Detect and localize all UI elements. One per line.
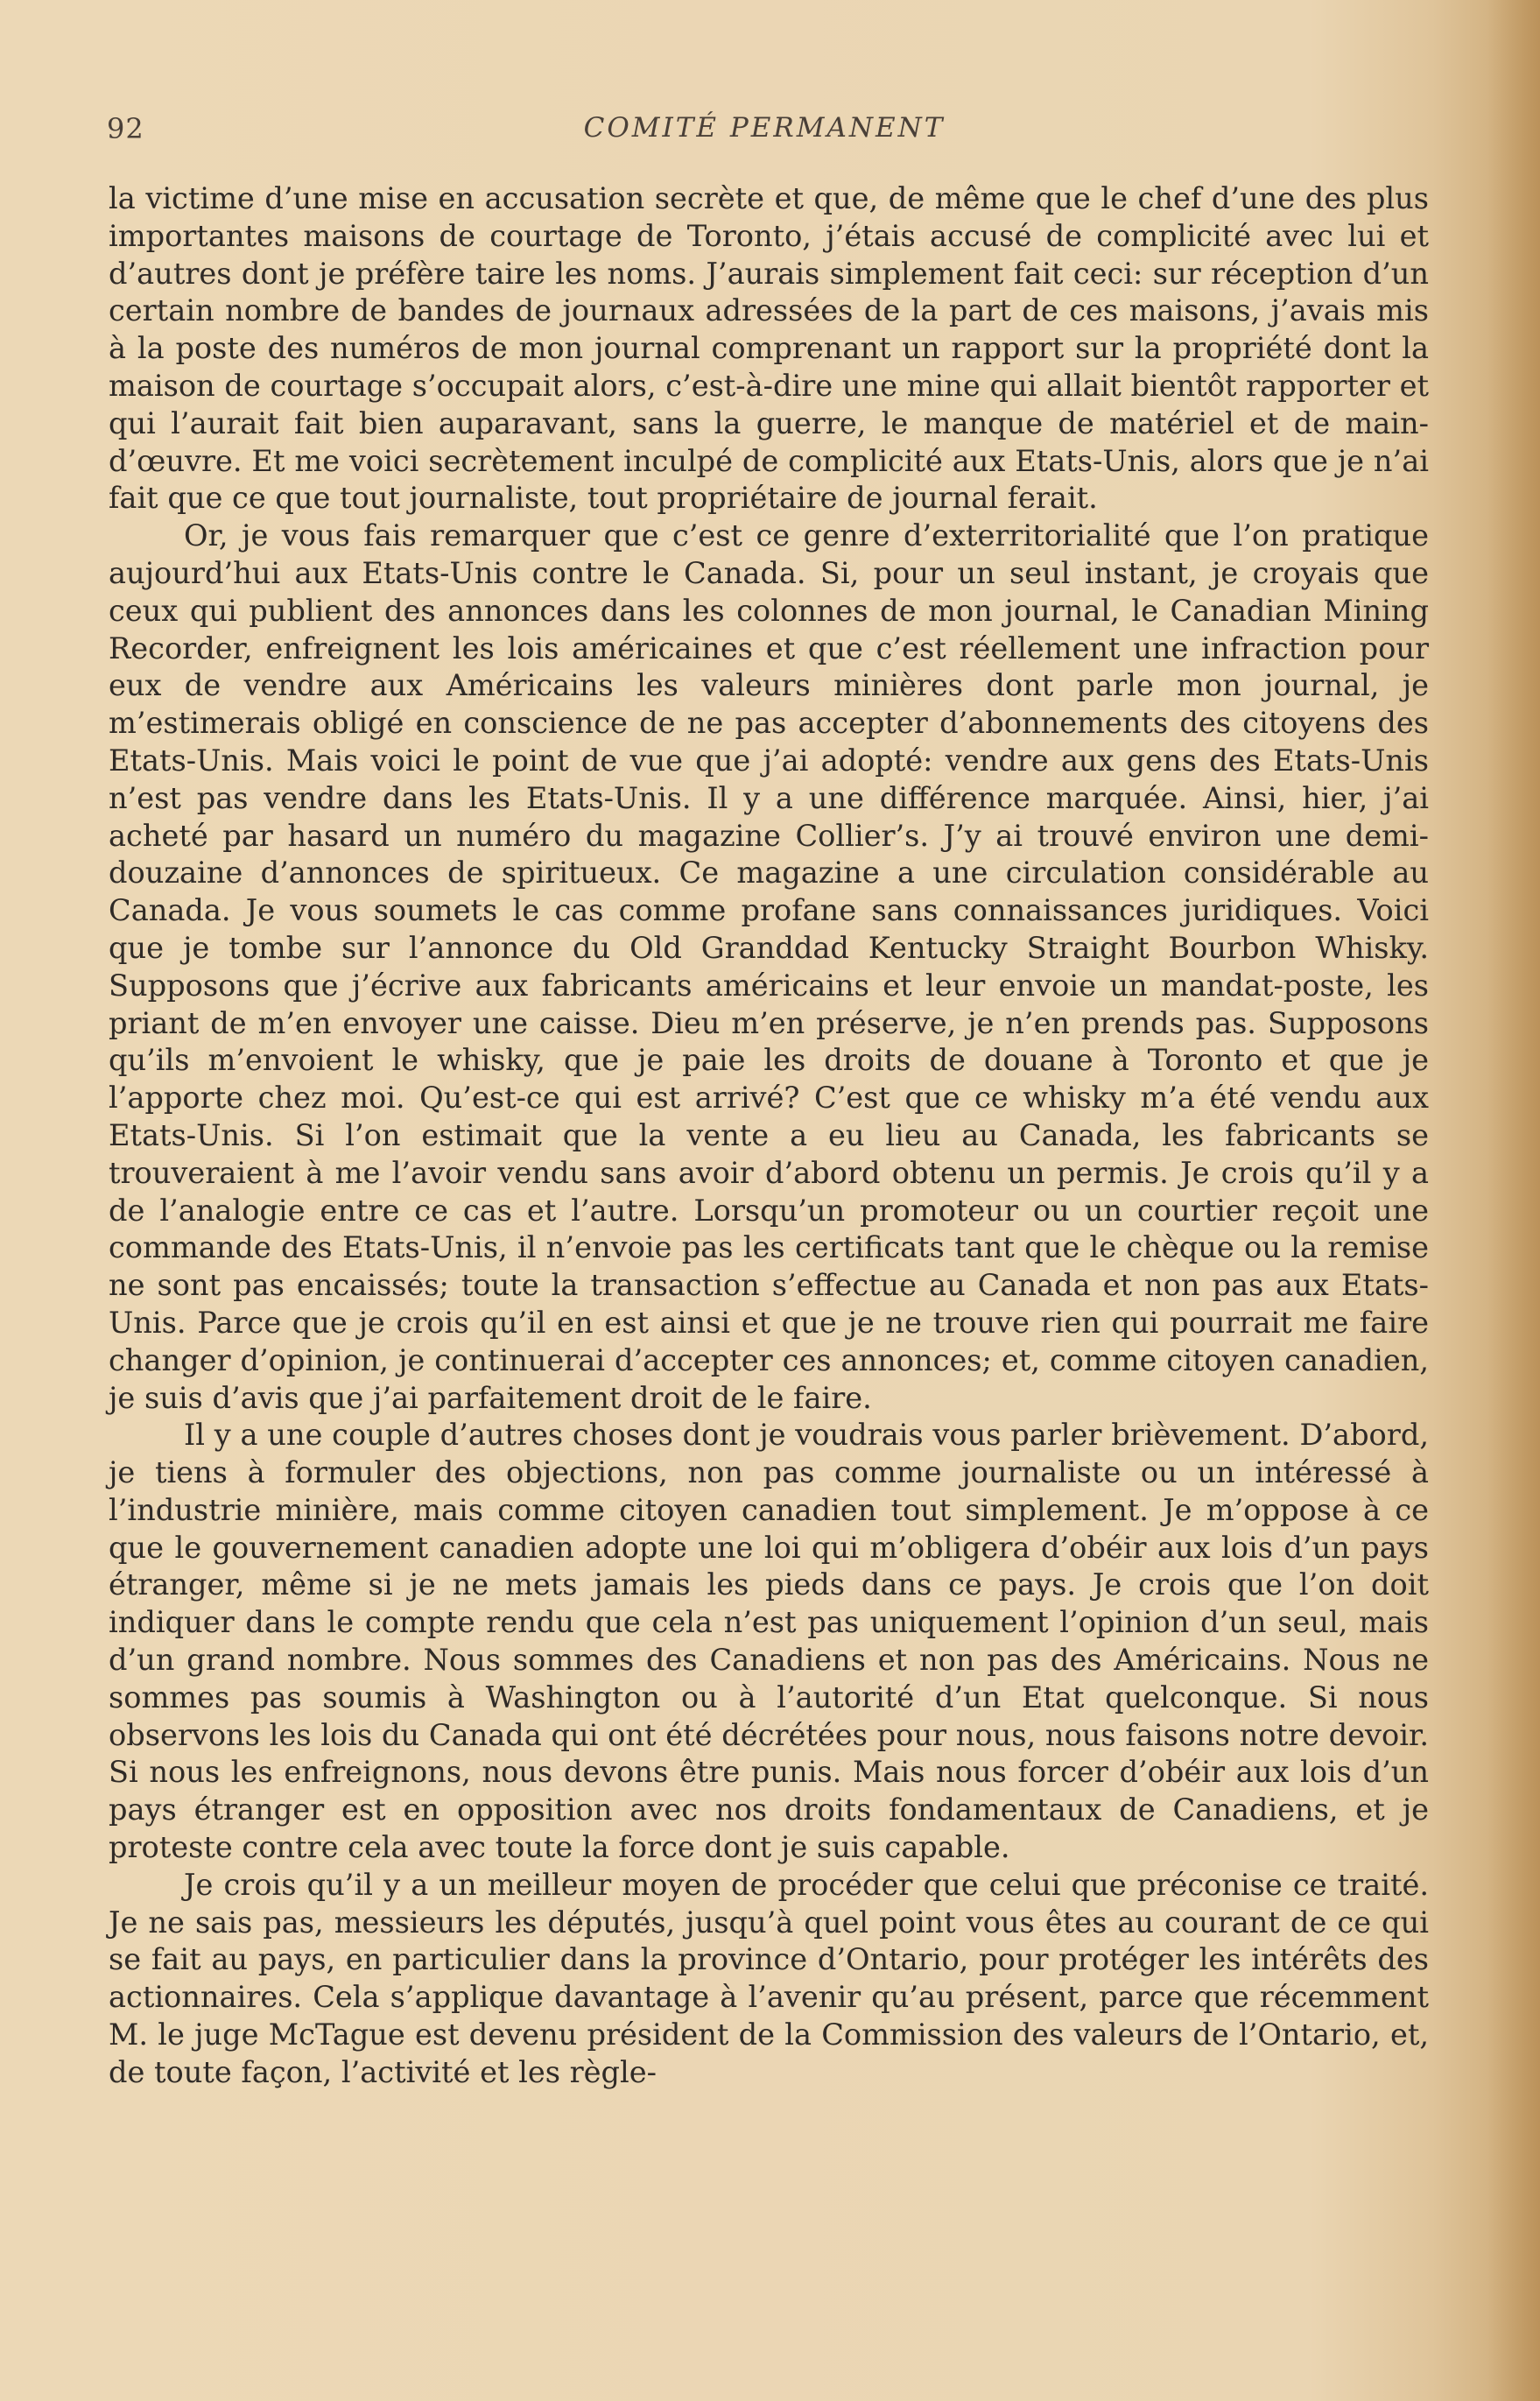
paragraph-1: la victime d’une mise en accusation secrète et que, de même que le chef d’une des plus importantes maisons de courtage de Toronto, j’étais accusé de complicité avec lui et d’autres dont je préfère taire les noms. J’aurais simplement fait ceci: sur réception d’un certain nombre de bandes de journaux adressées de la part de ces maisons, j’avais mis à la poste des numéros de mon journal comprenant un rapport sur la propriété dont la maison de courtage s’occupait alors, c’est-à-dire une mine qui allait bientôt rapporter et qui l’aurait fait bien auparavant, sans la guerre, le manque de matériel et de main-d’œuvre. Et me voici secrètement inculpé de complicité aux Etats-Unis, alors que je n’ai fait que ce que tout journaliste, tout propriétaire de journal ferait. [109, 181, 1429, 516]
page-number: 92 [107, 112, 144, 145]
paragraph-2: Or, je vous fais remarquer que c’est ce genre d’exterritorialité que l’on pratique aujourd’hui aux Etats-Unis contre le Canada. Si, pour un seul instant, je croyais que ceux qui publient des annonces dans les colonnes de mon journal, le Canadian Mining Recorder, enfreignent les lois américaines et que c’est réellement une infraction pour eux de vendre aux Américains les valeurs minières dont parle mon journal, je m’estimerais obligé en conscience de ne pas accepter d’abonnements des citoyens des Etats-Unis. Mais voici le point de vue que j’ai adopté: vendre aux gens des Etats-Unis n’est pas vendre dans les Etats-Unis. Il y a une différence marquée. Ainsi, hier, j’ai acheté par hasard un numéro du magazine Collier’s. J’y ai trouvé environ une demi-douzaine d’annonces de spiritueux. Ce magazine a une circulation considérable au Canada. Je vous soumets le cas comme profane sans connaissances juridiques. Voici que je tombe sur l’annonce du Old Granddad Kentucky Straight Bourbon Whisky. Supposons que j’écrive aux fabricants américains et leur envoie un mandat-poste, les priant de m’en envoyer une caisse. Dieu m’en préserve, je n’en prends pas. Supposons qu’ils m’envoient le whisky, que je paie les droits de douane à Toronto et que je l’apporte chez moi. Qu’est-ce qui est arrivé? C’est que ce whisky m’a été vendu aux Etats-Unis. Si l’on estimait que la vente a eu lieu au Canada, les fabricants se trouveraient à me l’avoir vendu sans avoir d’abord obtenu un permis. Je crois qu’il y a de l’analogie entre ce cas et l’autre. Lorsqu’un promoteur ou un courtier reçoit une commande des Etats-Unis, il n’envoie pas les certificats tant que le chèque ou la remise ne sont pas encaissés; toute la transaction s’effectue au Canada et non pas aux Etats-Unis. Parce que je crois qu’il en est ainsi et que je ne trouve rien qui pourrait me faire changer d’opinion, je continuerai d’accepter ces annonces; et, comme citoyen canadien, je suis d’avis que j’ai parfaitement droit de le faire. [109, 518, 1429, 1415]
page-edge-shadow [1487, 0, 1540, 2401]
paragraph-4: Je crois qu’il y a un meilleur moyen de procéder que celui que préconise ce traité. Je ne sais pas, messieurs les députés, jusqu’à quel point vous êtes au courant de ce qui se fait au pays, en particulier dans la province d’Ontario, pour protéger les intérêts des actionnaires. Cela s’applique davantage à l’avenir qu’au présent, parce que récemment M. le juge McTague est devenu président de la Commission des valeurs de l’Ontario, et, de toute façon, l’activité et les règle- [109, 1867, 1429, 2089]
paragraph-3: Il y a une couple d’autres choses dont je voudrais vous parler brièvement. D’abord, je tiens à formuler des objections, non pas comme journaliste ou un intéressé à l’industrie minière, mais comme citoyen canadien tout simplement. Je m’oppose à ce que le gouvernement canadien adopte une loi qui m’obligera d’obéir aux lois d’un pays étranger, même si je ne mets jamais les pieds dans ce pays. Je crois que l’on doit indiquer dans le compte rendu que cela n’est pas uniquement l’opinion d’un seul, mais d’un grand nombre. Nous sommes des Canadiens et non pas des Américains. Nous ne sommes pas soumis à Washington ou à l’autorité d’un Etat quelconque. Si nous observons les lois du Canada qui ont été décrétées pour nous, nous faisons notre devoir. Si nous les enfreignons, nous devons être punis. Mais nous forcer d’obéir aux lois d’un pays étranger est en opposition avec nos droits fondamentaux de Canadiens, et je proteste contre cela avec toute la force dont je suis capable. [109, 1418, 1429, 1865]
page-header [95, 112, 1434, 156]
running-title: COMITÉ PERMANENT [583, 112, 946, 144]
text-body [109, 180, 1429, 2092]
